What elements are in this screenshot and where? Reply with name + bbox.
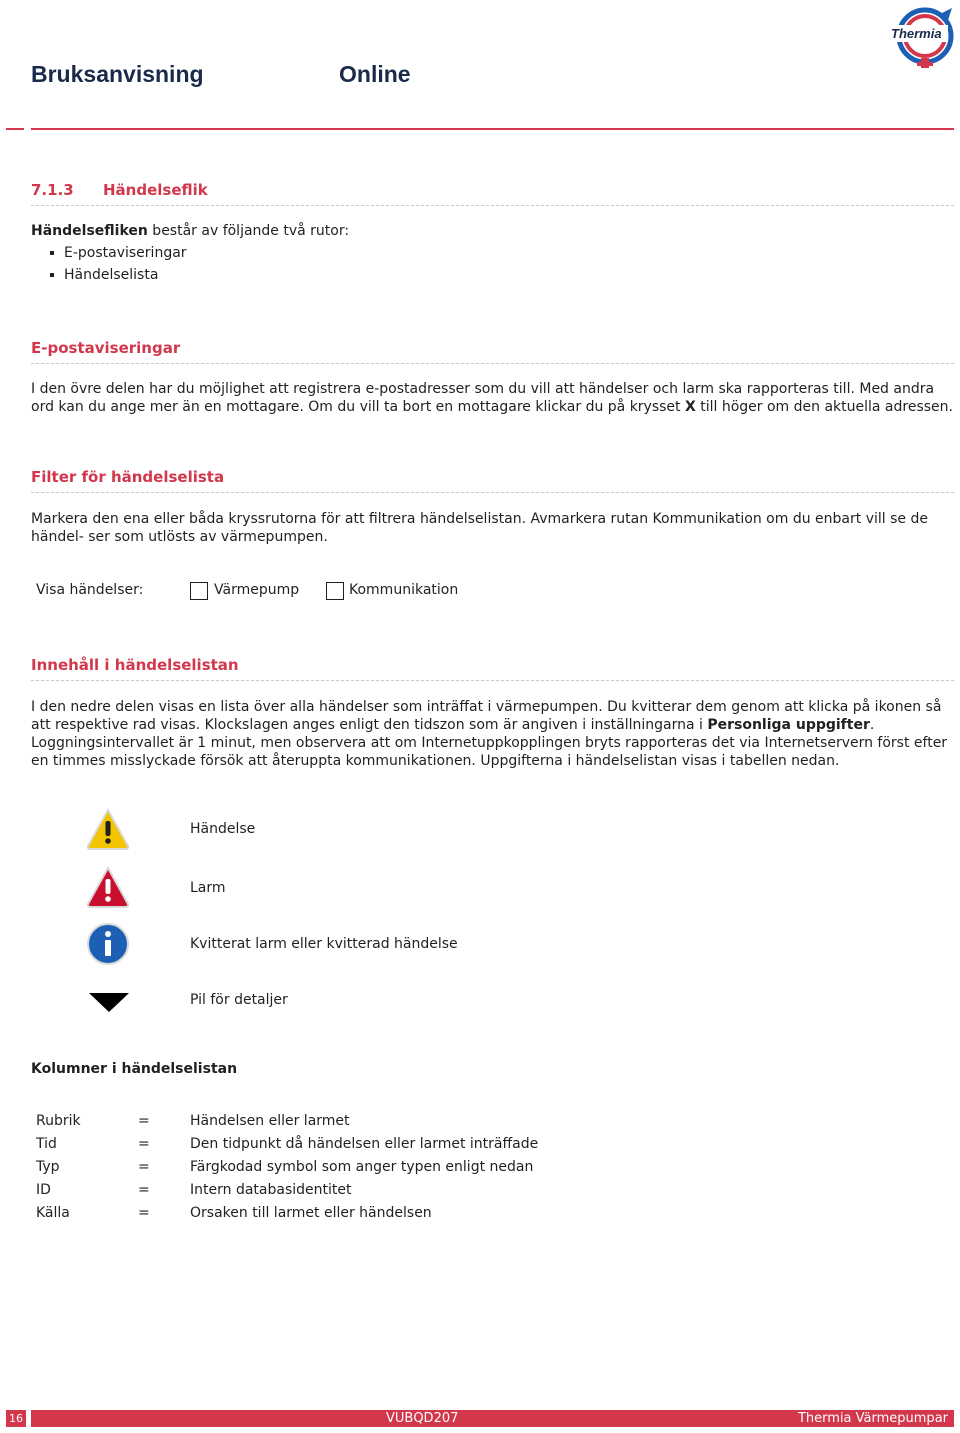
column-eq: =	[138, 1159, 150, 1175]
content-heading: Innehåll i händelselistan	[31, 656, 239, 674]
column-eq: =	[138, 1205, 150, 1221]
header-rule	[31, 128, 954, 130]
footer-brand: Thermia Värmepumpar	[797, 1411, 948, 1426]
legend-label: Pil för detaljer	[190, 992, 288, 1008]
column-eq: =	[138, 1182, 150, 1198]
divider	[31, 492, 954, 493]
divider	[31, 680, 954, 681]
columns-heading: Kolumner i händelselistan	[31, 1061, 238, 1077]
column-desc: Orsaken till larmet eller händelsen	[190, 1205, 432, 1221]
section-title: Händelseflik	[103, 181, 208, 199]
thermia-logo	[888, 6, 958, 70]
bullet-item: E-postaviseringar	[50, 245, 187, 261]
intro-bold: Händelsefliken	[31, 223, 148, 239]
column-desc: Händelsen eller larmet	[190, 1113, 350, 1129]
column-name: Rubrik	[36, 1113, 81, 1129]
section-intro	[31, 222, 956, 240]
email-text: I den övre delen har du möjlighet att registrera e-postadresser som du vill att händelser och larm ska rapporteras till. Med andra ord kan du ange mer än en mottagare. Om du vill ta bort en mottagare klickar du på krysset X till höger om den aktuella adressen.	[31, 381, 953, 415]
legend-label: Larm	[190, 880, 226, 896]
column-name: Typ	[36, 1159, 60, 1175]
visa-label: Visa händelser:	[36, 582, 144, 598]
intro-rest: består av följande två rutor:	[147, 223, 350, 239]
divider	[31, 205, 954, 206]
divider	[31, 363, 954, 364]
warning-yellow-icon	[86, 808, 130, 850]
section-number: 7.1.3	[31, 181, 74, 199]
footer-doc-code: VUBQD207	[386, 1411, 459, 1426]
logo-text: Thermia	[891, 26, 942, 41]
filter-text: Markera den ena eller båda kryssrutorna för att filtrera händelselistan. Avmarkera rutan Kommunikation om du enbart vill se de händel- ser som utlösts av värmepumpen.	[31, 511, 928, 545]
thermia-logo-icon	[888, 6, 958, 70]
page-number: 16	[6, 1410, 26, 1427]
column-name: ID	[36, 1182, 51, 1198]
checkbox-varmepump[interactable]	[190, 582, 208, 600]
doc-title: Bruksanvisning	[31, 61, 204, 87]
legend-label: Händelse	[190, 821, 256, 837]
filter-heading: Filter för händelselista	[31, 468, 225, 486]
column-eq: =	[138, 1136, 150, 1152]
header-rule-left	[6, 128, 24, 130]
column-name: Tid	[36, 1136, 57, 1152]
column-name: Källa	[36, 1205, 70, 1221]
column-desc: Den tidpunkt då händelsen eller larmet inträffade	[190, 1136, 539, 1152]
info-blue-icon	[86, 922, 130, 966]
footer-bar	[31, 1410, 954, 1427]
column-desc: Intern databasidentitet	[190, 1182, 352, 1198]
email-heading: E-postaviseringar	[31, 339, 181, 357]
doc-subtitle: Online	[339, 61, 411, 87]
column-eq: =	[138, 1113, 150, 1129]
legend-label: Kvitterat larm eller kvitterad händelse	[190, 936, 458, 952]
alarm-red-icon	[86, 866, 130, 908]
checkbox-varmepump-label: Värmepump	[214, 582, 300, 598]
content-text: I den nedre delen visas en lista över alla händelser som inträffat i värmepumpen. Du kvitterar dem genom att klicka på ikonen så att respektive rad visas. Klockslagen anges enligt den tidszon som är angiven i inställningarna i Personliga uppgifter. Loggningsintervallet är 1 minut, men observera att om Internetuppkopplingen bryts rapporteras det via Internetservern först efter en timmes misslyckade försök att återuppta kommunikationen. Uppgifterna i händelselistan visas i tabellen nedan.	[31, 699, 948, 769]
column-desc: Färgkodad symbol som anger typen enligt nedan	[190, 1159, 534, 1175]
arrow-down-icon	[88, 992, 130, 1014]
checkbox-kommunikation[interactable]	[326, 582, 344, 600]
bullet-item: Händelselista	[50, 267, 158, 283]
checkbox-kommunikation-label: Kommunikation	[349, 582, 459, 598]
